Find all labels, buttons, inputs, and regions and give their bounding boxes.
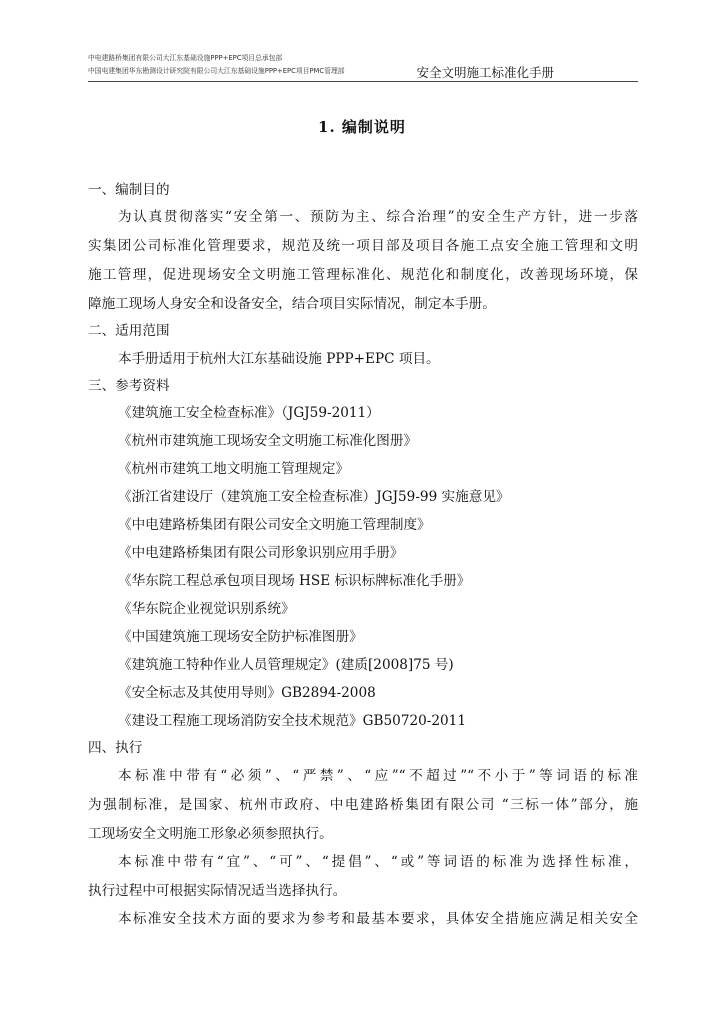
paragraph-line: 本标准中带有“宜”、“可”、“提倡”、“或”等词语的标准为选择性标准， [118, 854, 638, 870]
reference-item: 《中电建路桥集团有限公司安全文明施工管理制度》 [118, 517, 431, 533]
header-manual-title: 安全文明施工标准化手册 [416, 65, 554, 80]
paragraph-line: 障施工现场人身安全和设备安全，结合项目实际情况，制定本手册。 [88, 296, 496, 312]
paragraph-line: 执行过程中可根据实际情况适当选择执行。 [88, 883, 347, 899]
header-divider [88, 81, 638, 82]
paragraph-line: 本手册适用于杭州大江东基础设施 PPP+EPC 项目。 [118, 351, 440, 367]
reference-item: 《中电建路桥集团有限公司形象识别应用手册》 [118, 545, 404, 561]
reference-item: 《华东院工程总承包项目现场 HSE 标识标牌标准化手册》 [118, 573, 471, 589]
page-header [88, 49, 638, 83]
paragraph-line: 为认真贯彻落实“安全第一、预防为主、综合治理”的安全生产方针，进一步落 [118, 209, 638, 225]
reference-item: 《华东院企业视觉识别系统》 [118, 601, 295, 617]
document-title: 1. 编制说明 [318, 118, 406, 136]
reference-item: 《安全标志及其使用导则》GB2894-2008 [118, 685, 376, 701]
paragraph-line: 本标准中带有“必须”、“严禁”、“应”“不超过”“不小于”等词语的标准 [118, 768, 638, 784]
paragraph-line: 工现场安全文明施工形象必须参照执行。 [88, 826, 333, 842]
paragraph-line: 施工管理，促进现场安全文明施工管理标准化、规范化和制度化，改善现场环境，保 [88, 267, 638, 283]
header-org-line-2: 中国电建集团华东勘测设计研究院有限公司大江东基础设施PPP+EPC项目PMC管理部 [88, 67, 345, 75]
reference-item: 《中国建筑施工现场安全防护标准图册》 [118, 629, 363, 645]
header-org-line-1: 中电建路桥集团有限公司大江东基础设施PPP+EPC项目总承包部 [88, 54, 283, 62]
paragraph-line: 本标准安全技术方面的要求为参考和最基本要求，具体安全措施应满足相关安全 [118, 911, 638, 927]
paragraph-line: 实集团公司标准化管理要求，规范及统一项目部及项目各施工点安全施工管理和文明 [88, 238, 638, 254]
reference-item: 《建设工程施工现场消防安全技术规范》GB50720-2011 [118, 713, 466, 729]
reference-item: 《浙江省建设厅（建筑施工安全检查标准）JGJ59-99 实施意见》 [118, 489, 510, 505]
reference-item: 《杭州市建筑施工现场安全文明施工标准化图册》 [118, 433, 418, 449]
reference-item: 《杭州市建筑工地文明施工管理规定》 [118, 461, 350, 477]
paragraph-line: 为强制标准，是国家、杭州市政府、中电建路桥集团有限公司 “三标一体”部分，施 [88, 797, 638, 813]
reference-item: 《建筑施工安全检查标准》（JGJ59-2011） [118, 405, 380, 421]
section-heading-execution: 四、执行 [88, 740, 143, 756]
section-heading-scope: 二、适用范围 [88, 323, 170, 339]
section-heading-references: 三、参考资料 [88, 378, 170, 394]
section-heading-purpose: 一、编制目的 [88, 182, 170, 198]
reference-item: 《建筑施工特种作业人员管理规定》(建质[2008]75 号) [118, 657, 454, 673]
